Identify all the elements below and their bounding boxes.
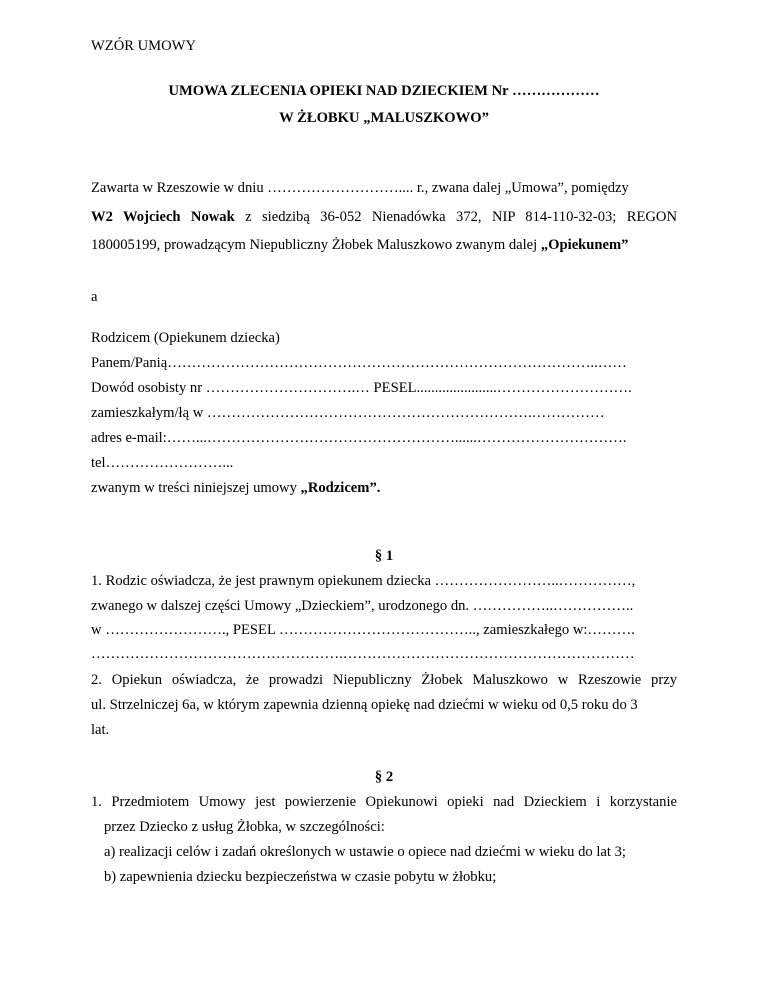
parent-closing-text: zwanym w treści niniejszej umowy (91, 480, 297, 496)
company-details: z siedzibą 36-052 Nienadówka 372, NIP 814-110-32-03; REGON (245, 209, 678, 225)
section-1-p1-line2: zwanego w dalszej części Umowy „Dzieckiem”, urodzonego dn. ……………..…………….. (91, 598, 634, 614)
caregiver-term: „Opiekunem” (540, 237, 629, 253)
section-1-p1-line3: w ……………………., PESEL ………………………………….., zamieszkałego w:………. (91, 622, 635, 638)
intro-line-3 (91, 237, 628, 254)
intro-line-2 (91, 209, 677, 226)
section-2-p1-line1: 1. Przedmiotem Umowy jest powierzenie Opiekunowi opieki nad Dzieckiem i korzystanie (91, 794, 677, 810)
section-1-p2-line2: ul. Strzelniczej 6a, w którym zapewnia dzienną opiekę nad dziećmi w wieku od 0,5 roku do 3 (91, 697, 638, 713)
section-2-item-a: a) realizacji celów i zadań określonych w ustawie o opiece nad dziećmi w wieku do lat 3; (104, 844, 626, 860)
parent-heading: Rodzicem (Opiekunem dziecka) (91, 330, 280, 346)
parent-term: „Rodzicem”. (300, 480, 381, 496)
section-1-p2-line1: 2. Opiekun oświadcza, że prowadzi Niepubliczny Żłobek Maluszkowo w Rzeszowie przy (91, 672, 677, 688)
company-name: W2 Wojciech Nowak (91, 209, 235, 225)
section-2-p1-line2: przez Dziecko z usług Żłobka, w szczególności: (104, 819, 385, 835)
parent-address-field: zamieszkałym/łą w ………………………………………………………….…………… (91, 405, 605, 421)
section-1-p1-line1: 1. Rodzic oświadcza, że jest prawnym opiekunem dziecka ……………………..……………, (91, 573, 636, 589)
section-1-p2-line3: lat. (91, 722, 110, 738)
contract-subtitle: W ŻŁOBKU „MALUSZKOWO” (279, 110, 489, 126)
intro-line-3-text: 180005199, prowadzącym Niepubliczny Żłobek Maluszkowo zwanym dalej (91, 237, 538, 253)
parent-name-field: Panem/Panią……………………………………………………………………………..…… (91, 355, 627, 371)
and-connector: a (91, 289, 98, 305)
template-label: WZÓR UMOWY (91, 38, 196, 54)
parent-email-field: adres e-mail:……...……………………………………………......…………………………. (91, 430, 627, 446)
intro-line-1: Zawarta w Rzeszowie w dniu ……………………….... r., zwana dalej „Umowa”, pomiędzy (91, 180, 629, 196)
parent-phone-field: tel……………………... (91, 455, 234, 471)
section-2-item-b: b) zapewnienia dziecku bezpieczeństwa w czasie pobytu w żłobku; (104, 869, 497, 885)
section-1-p1-line4: …………………………………………….…………………………………………………… (91, 646, 635, 662)
parent-closing (91, 480, 380, 497)
contract-title: UMOWA ZLECENIA OPIEKI NAD DZIECKIEM Nr ……………… (168, 83, 600, 99)
parent-id-field: Dowód osobisty nr ………………………….… PESEL......................………………………. (91, 380, 632, 396)
section-1-heading: § 1 (374, 548, 394, 564)
section-2-heading: § 2 (374, 769, 394, 785)
